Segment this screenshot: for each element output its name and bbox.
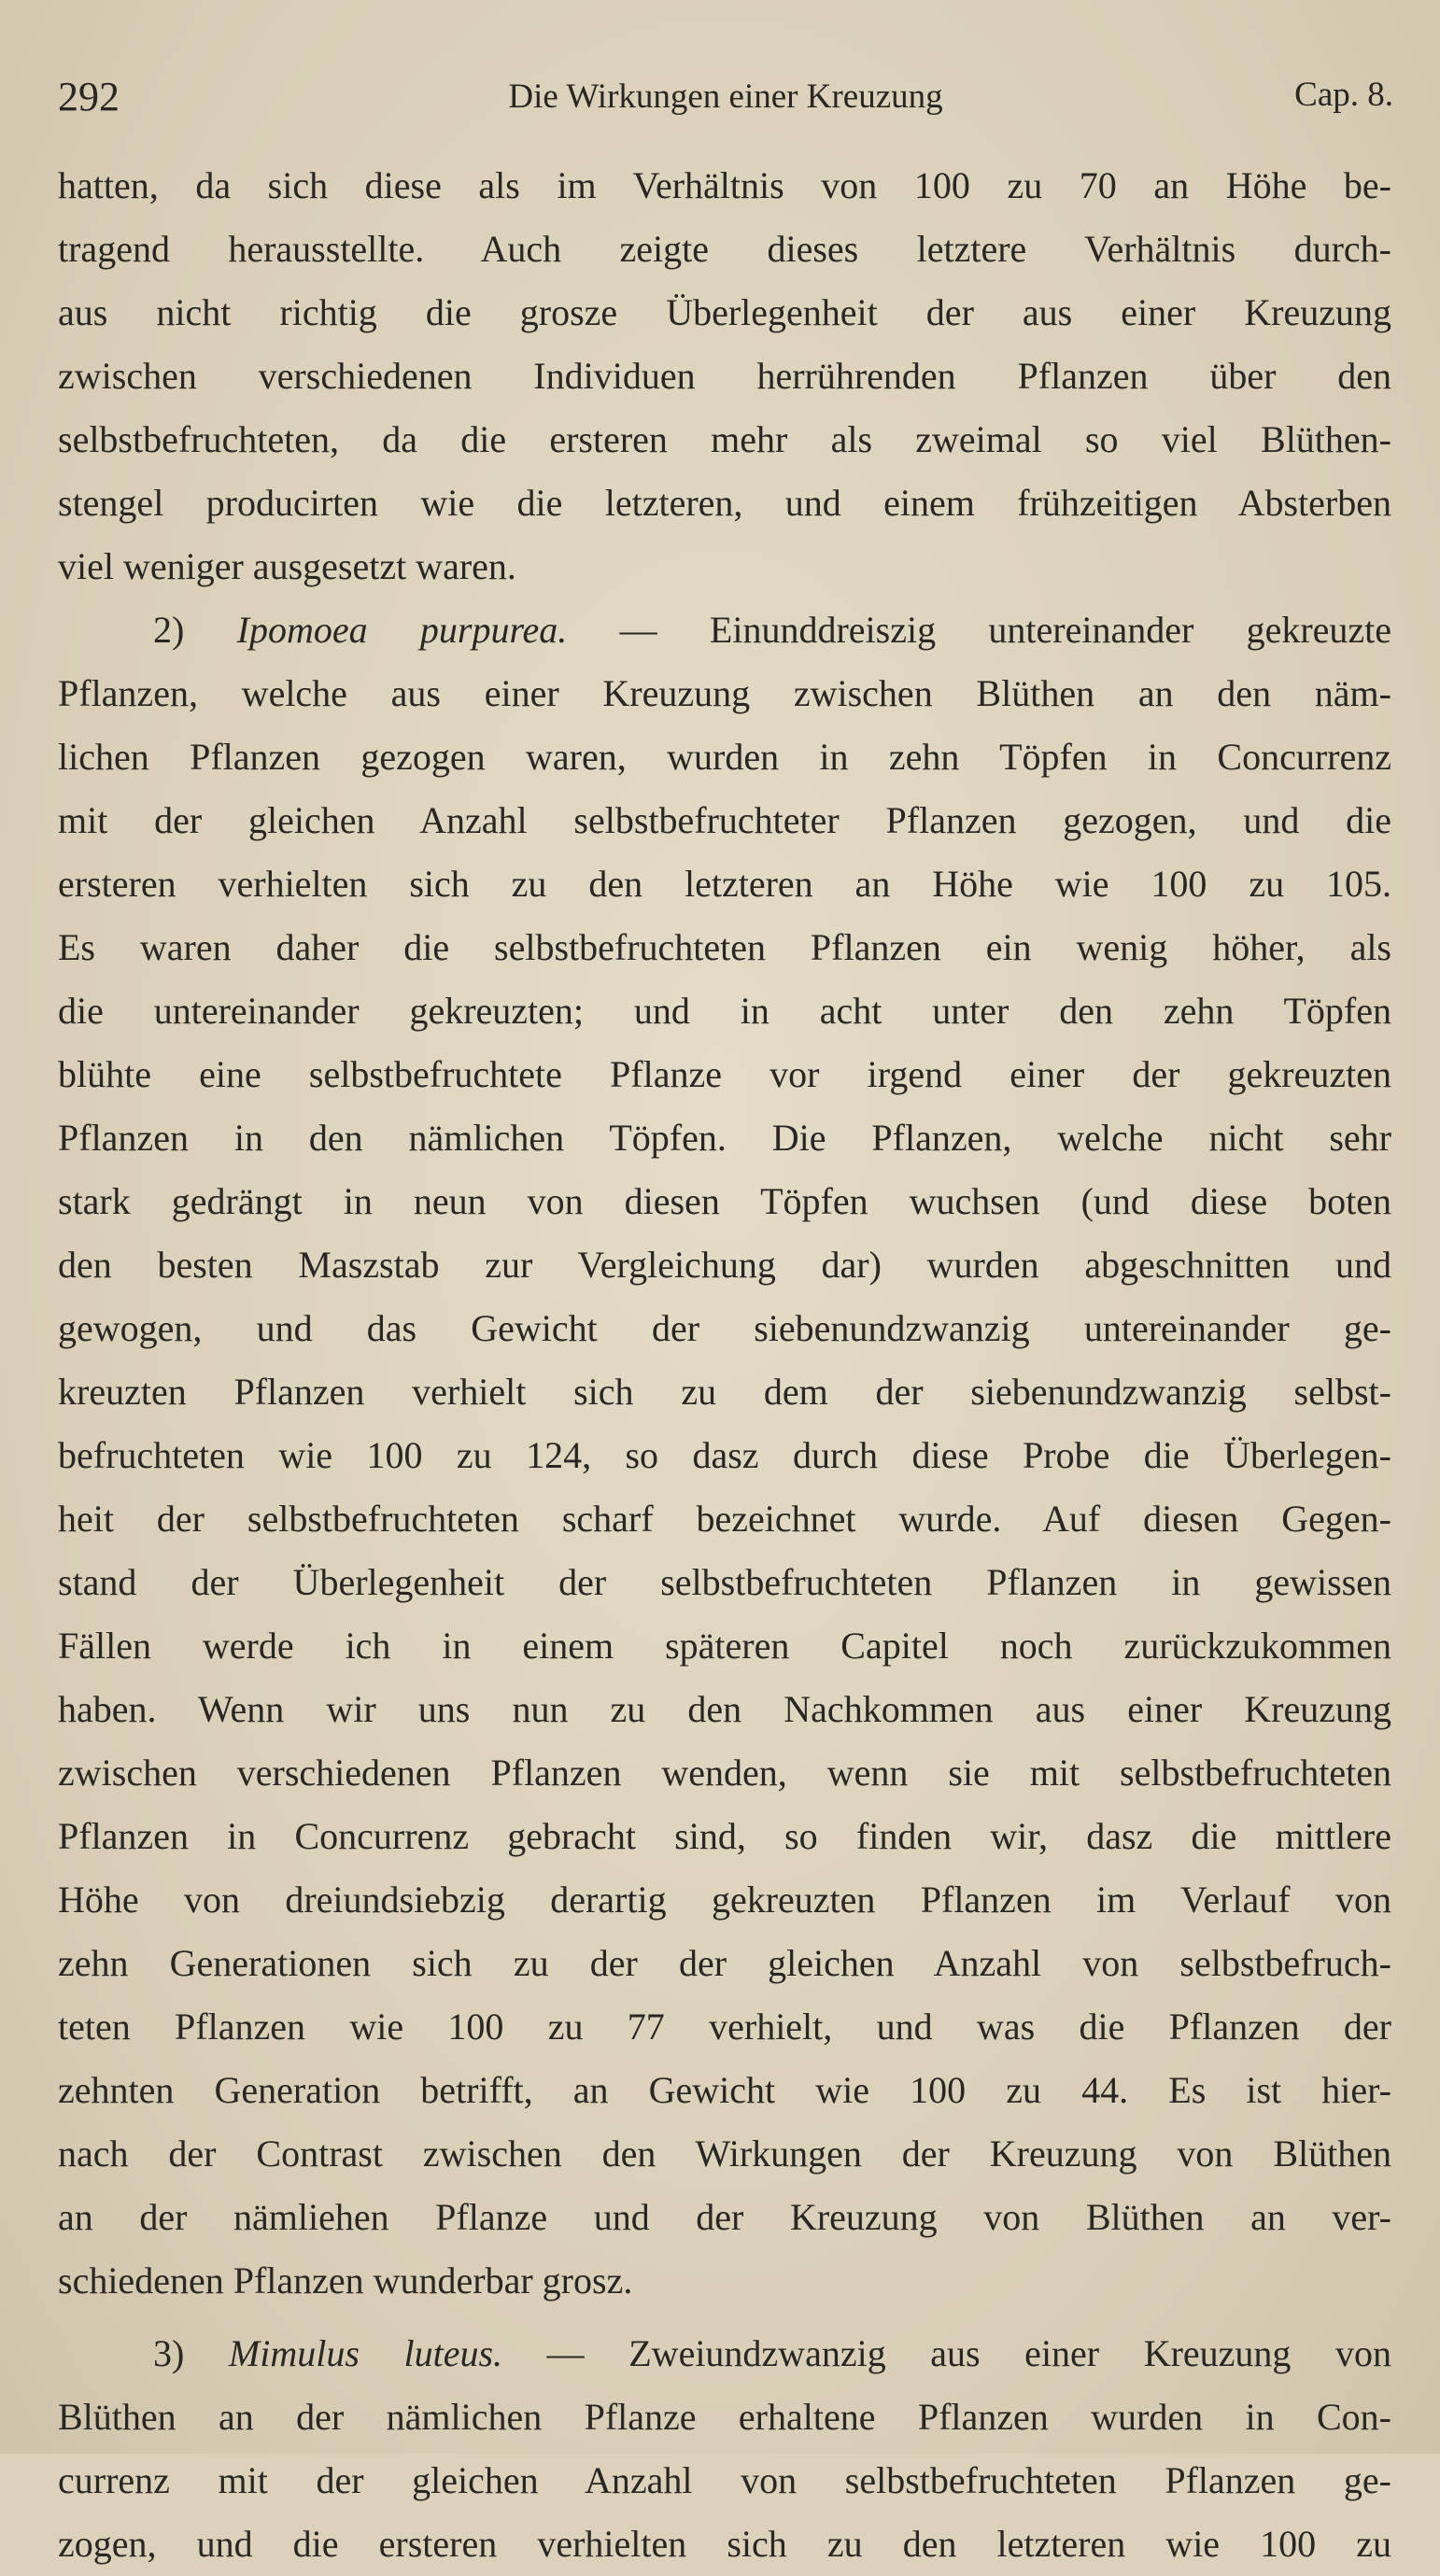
text-line: nach der Contrast zwischen den Wirkungen der Kreuzung von Blüthen: [58, 2133, 1391, 2175]
text-line: tragend herausstellte. Auch zeigte dieses letztere Verhältnis durch-: [58, 228, 1391, 270]
paragraph-number: 3): [153, 2332, 185, 2374]
text-line: den besten Maszstab zur Vergleichung dar) wurden abgeschnitten und: [58, 1244, 1391, 1286]
text-line: zwischen verschiedenen Pflanzen wenden, wenn sie mit selbstbefruchteten: [58, 1752, 1391, 1794]
text-line: Pflanzen in Concurrenz gebracht sind, so finden wir, dasz die mittlere: [58, 1815, 1391, 1857]
text-span: — Zweiundzwanzig aus einer Kreuzung von: [546, 2332, 1392, 2374]
text-line: zehnten Generation betrifft, an Gewicht wie 100 zu 44. Es ist hier-: [58, 2069, 1391, 2111]
text-line: selbstbefruchteten, da die ersteren mehr als zweimal so viel Blüthen-: [58, 418, 1391, 460]
text-line: befruchteten wie 100 zu 124, so dasz durch diese Probe die Überlegen-: [58, 1434, 1391, 1476]
text-line: Fällen werde ich in einem späteren Capitel noch zurückzukommen: [58, 1625, 1391, 1667]
species-name: Ipomoea purpurea.: [236, 609, 568, 651]
paragraph-number: 2): [153, 609, 185, 651]
text-line: blühte eine selbstbefruchtete Pflanze vor irgend einer der gekreuzten: [58, 1053, 1391, 1095]
text-line: Es waren daher die selbstbefruchteten Pflanzen ein wenig höher, als: [58, 926, 1391, 968]
text-line: stengel producirten wie die letzteren, und einem frühzeitigen Absterben: [58, 482, 1391, 524]
text-span: — Einunddreiszig untereinander gekreuzte: [619, 609, 1392, 651]
text-line: stand der Überlegenheit der selbstbefruchteten Pflanzen in gewissen: [58, 1561, 1391, 1603]
text-line: Blüthen an der nämlichen Pflanze erhaltene Pflanzen wurden in Con-: [58, 2396, 1391, 2438]
species-name: Mimulus luteus.: [228, 2332, 503, 2374]
text-line: schiedenen Pflanzen wunderbar grosz.: [58, 2259, 633, 2302]
text-line: die untereinander gekreuzten; und in acht unter den zehn Töpfen: [58, 990, 1391, 1032]
text-line: aus nicht richtig die grosze Überlegenheit der aus einer Kreuzung: [58, 291, 1391, 333]
running-title: Die Wirkungen einer Kreuzung: [508, 77, 943, 116]
text-line: heit der selbstbefruchteten scharf bezeichnet wurde. Auf diesen Gegen-: [58, 1498, 1391, 1540]
text-line: ersteren verhielten sich zu den letzteren an Höhe wie 100 zu 105.: [58, 863, 1391, 905]
page-number: 292: [58, 74, 120, 120]
running-head: [58, 73, 1393, 129]
text-line: currenz mit der gleichen Anzahl von selbstbefruchteten Pflanzen ge-: [58, 2459, 1391, 2501]
text-line: kreuzten Pflanzen verhielt sich zu dem der siebenundzwanzig selbst-: [58, 1371, 1391, 1413]
paragraph-3-first-line: [58, 2322, 1391, 2386]
text-line: zehn Generationen sich zu der der gleichen Anzahl von selbstbefruch-: [58, 1942, 1391, 1984]
body-text: [58, 154, 1391, 2576]
text-line: lichen Pflanzen gezogen waren, wurden in zehn Töpfen in Concurrenz: [58, 736, 1391, 778]
text-line: gewogen, und das Gewicht der siebenundzwanzig untereinander ge-: [58, 1307, 1391, 1349]
paragraph-2-first-line: [58, 598, 1391, 662]
text-line: stark gedrängt in neun von diesen Töpfen wuchsen (und diese boten: [58, 1180, 1391, 1222]
text-line: Pflanzen, welche aus einer Kreuzung zwischen Blüthen an den näm-: [58, 672, 1391, 714]
chapter-reference: Cap. 8.: [1294, 76, 1393, 114]
text-line: zwischen verschiedenen Individuen herrührenden Pflanzen über den: [58, 355, 1391, 397]
text-line: teten Pflanzen wie 100 zu 77 verhielt, und was die Pflanzen der: [58, 2006, 1391, 2048]
text-line: hatten, da sich diese als im Verhältnis von 100 zu 70 an Höhe be-: [58, 164, 1391, 206]
text-line: Pflanzen in den nämlichen Töpfen. Die Pflanzen, welche nicht sehr: [58, 1117, 1391, 1159]
text-line: haben. Wenn wir uns nun zu den Nachkommen aus einer Kreuzung: [58, 1688, 1391, 1730]
text-line: zogen, und die ersteren verhielten sich zu den letzteren wie 100 zu: [58, 2523, 1391, 2565]
text-line: mit der gleichen Anzahl selbstbefruchteter Pflanzen gezogen, und die: [58, 799, 1391, 841]
text-line: an der nämliehen Pflanze und der Kreuzung von Blüthen an ver-: [58, 2196, 1391, 2238]
text-line: Höhe von dreiundsiebzig derartig gekreuzten Pflanzen im Verlauf von: [58, 1879, 1391, 1921]
text-line: viel weniger ausgesetzt waren.: [58, 545, 516, 587]
